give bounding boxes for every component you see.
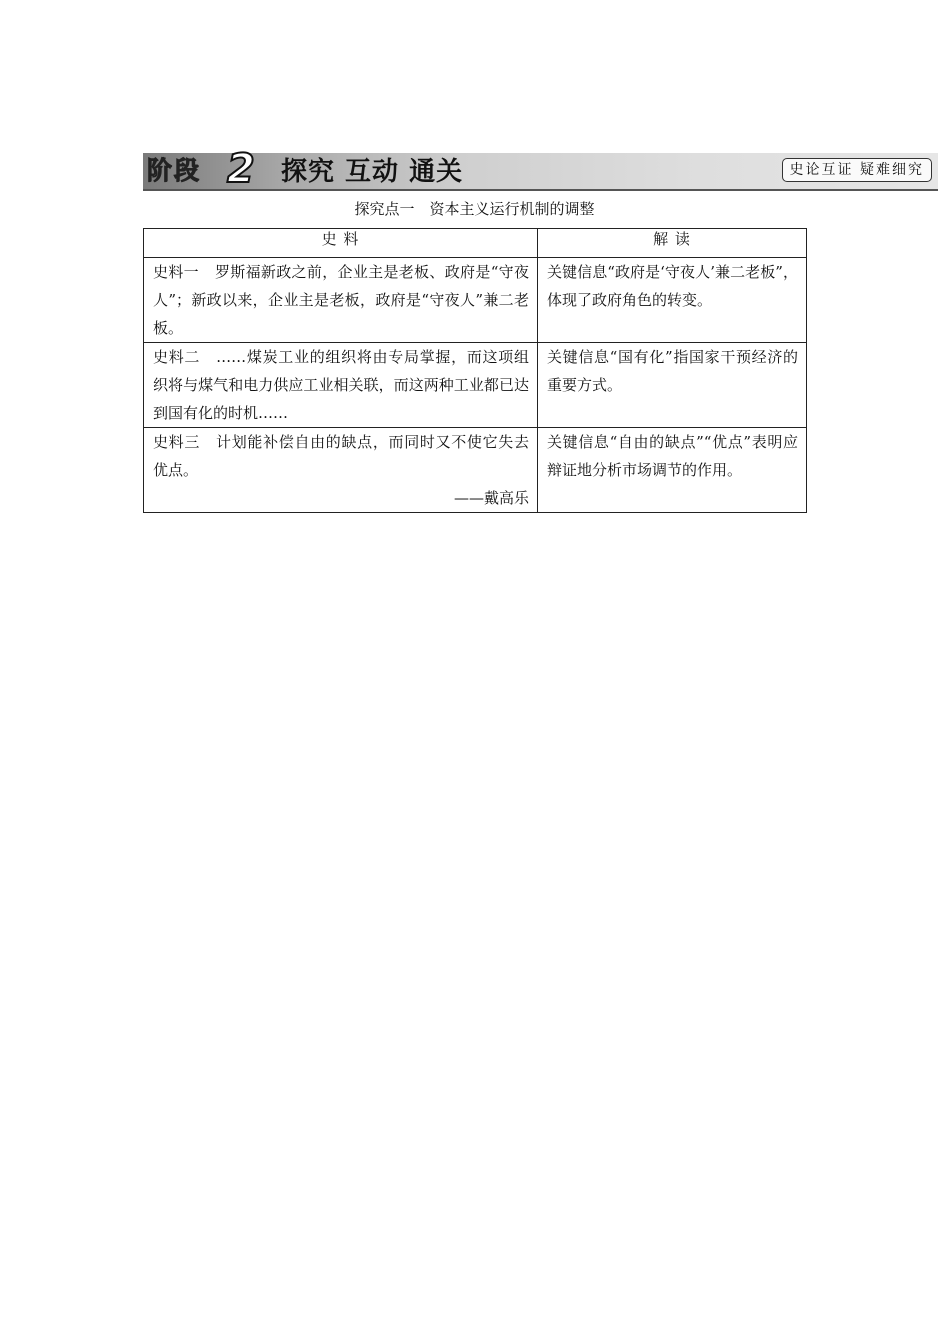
stage-label: 阶段 (147, 156, 202, 185)
section-title: 探究点一 资本主义运行机制的调整 (354, 200, 595, 218)
stage-title: 探究 互动 通关 (281, 157, 464, 187)
table-header-row (144, 229, 807, 258)
source-label: 史料一 (153, 263, 199, 281)
section-badge: 史论互证 疑难细究 (782, 158, 932, 182)
stage-banner (143, 146, 938, 192)
interpretation-text: 关键信息“自由的缺点”“优点”表明应辩证地分析市场调节的作用。 (547, 433, 798, 479)
interpretation-cell (538, 428, 807, 513)
source-text-2 (153, 343, 529, 427)
source-body: 罗斯福新政之前，企业主是老板、政府是“守夜人”；新政以来，企业主是老板，政府是“守夜人”兼二老板。 (153, 263, 529, 337)
interpretation-cell (538, 343, 807, 428)
stage-number: 2 (227, 146, 255, 192)
source-cell (144, 428, 538, 513)
source-cell (144, 258, 538, 343)
source-attribution: ——戴高乐 (453, 489, 529, 507)
interpretation-text: 关键信息“政府是‘守夜人’兼二老板”，体现了政府角色的转变。 (547, 263, 798, 309)
source-cell (144, 343, 538, 428)
table-row (144, 343, 807, 428)
source-label: 史料三 (153, 433, 201, 451)
header-sources: 史 料 (144, 229, 538, 258)
source-body: 计划能补偿自由的缺点，而同时又不使它失去优点。 (153, 433, 529, 479)
interpretation-text: 关键信息“国有化”指国家干预经济的重要方式。 (547, 348, 798, 394)
table-row (144, 428, 807, 513)
table-row (144, 258, 807, 343)
source-body: ……煤炭工业的组织将由专局掌握，而这项组织将与煤气和电力供应工业相关联，而这两种工业都已达到国有化的时机…… (153, 348, 529, 422)
interpretation-cell (538, 258, 807, 343)
source-text-1 (153, 258, 529, 342)
header-interpretation: 解 读 (538, 229, 807, 258)
source-label: 史料二 (153, 348, 201, 366)
source-text-3 (153, 428, 529, 484)
source-analysis-table (143, 228, 807, 513)
